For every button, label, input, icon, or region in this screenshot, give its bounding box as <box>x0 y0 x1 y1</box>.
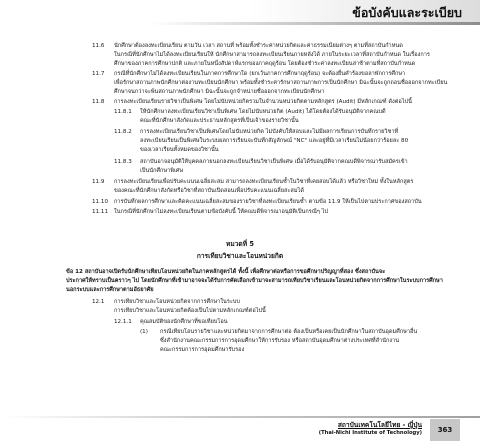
text-line: ศึกษาของภาคการศึกษาปกติ และภายในหนึ่งสัปดาห์แรกของภาคฤดูร้อน โดยต้องชำระค่าลงทะเบียนล่าช้าตามที่สถาบันกำหนด <box>114 61 416 68</box>
text-line: ศึกษาจนกว่าจะพ้นสถานภาพนักศึกษา มิฉะนั้นจะถูกจำหน่ายชื่อออกจากทะเบียนนักศึกษา <box>114 89 325 96</box>
text-line: ในกรณีที่นักศึกษาไม่ได้ลงทะเบียนเรียนให้ นักศึกษาสามารถลงทะเบียนเรียนภายหลังได้ ภายในระยะเวลาที่สถาบันกำหนด ในเรื่องการ <box>114 52 430 59</box>
chapter-number: หมวดที่ 5 <box>226 240 254 248</box>
text-line: นักศึกษาต้องลงทะเบียนเรียน ตามวัน เวลา สถานที่ พร้อมทั้งชำระค่าหน่วยกิตและค่าธรรมเนียมต่างๆ ตามที่สถาบันกำหนด <box>114 43 403 49</box>
subitem-number: 11.8.3 <box>114 159 132 165</box>
subitem-text <box>140 128 408 156</box>
text-line: เป็นนักศึกษาพิเศษ <box>140 168 184 175</box>
clause-number: (1) <box>140 329 148 335</box>
text-line: การเทียบวิชาและโอนหน่วยกิตต้องเป็นไปตามหลักเกณฑ์ต่อไปนี้ <box>114 308 266 315</box>
subitem-number: 11.8.2 <box>114 129 132 135</box>
text-line: ลงทะเบียนเรียนเป็นพิเศษในระบบผลการเรียนจะบันทึกสัญลักษณ์ "NC" และอยู่ที่มีเวลาเรียนไม่น้อยกว่าร้อยละ 80 <box>140 138 409 145</box>
text-line: การลงทะเบียนเรียนเพื่อปรับคะแนนเฉลี่ยสะสม สามารถลงทะเบียนเรียนซ้ำในวิชาที่เคยสอบได้แล้ว หรือวิชาใหม่ ทั้งในหลักสูตร <box>114 179 414 185</box>
item-text <box>114 70 447 98</box>
item-number: 11.10 <box>92 199 109 205</box>
subitem-text <box>140 108 386 126</box>
text-line: การลงทะเบียนเรียนวิชาเป็นพิเศษโดยไม่นับหน่วยกิต ไม่บังคับให้สอบและไม่มีผลการเรียนการบันทึกรายวิชาที่ <box>140 129 399 135</box>
text-line: การเทียบวิชาและโอนหน่วยกิตจากการศึกษาในระบบ <box>114 299 240 305</box>
item-number: 11.9 <box>92 179 105 185</box>
text-line: คณะกรรมการการอุดมศึกษารับรอง <box>160 347 245 354</box>
item-number: 12.1 <box>92 299 105 305</box>
text-line: สถาบันอาจอนุมัติให้บุคคลภายนอกลงทะเบียนเรียนวิชาเป็นพิเศษ เมื่อได้รับอนุมัติจากคณบดีพิจารณารับสมัครเข้า <box>140 159 408 165</box>
article-text <box>66 268 443 296</box>
footer-rule <box>0 416 480 418</box>
text-line: กรณีเทียบโอนรายวิชาและหน่วยกิตมาจากการศึกษาต่อ ต้องเป็นหรือเคยเป็นนักศึกษาในสถาบันอุดมศึกษาอื่น <box>160 329 418 335</box>
text-line: เพื่อรักษาสถานภาพนักศึกษาต่องานทะเบียนนักศึกษา พร้อมทั้งชำระค่ารักษาสถานภาพการเป็นนักศึกษา มิฉะนั้นจะถูกถอนชื่อออกจากทะเบียน <box>114 80 448 87</box>
text-line: ข้อ 12 สถาบันอาจเปิดรับนักศึกษาเทียบโอนหน่วยกิตในภาคหลักสูตรได้ ทั้งนี้ เพื่อศึกษาต่อหรือการขอศึกษาปริญญาที่สอง ซึ่งสถาบันจะ <box>66 269 386 275</box>
subitem-text <box>140 158 408 176</box>
page-footer <box>0 413 480 448</box>
text-line: ประกาศให้ทราบเป็นคราวๆ ไป โดยนักศึกษาที่เข้ามาอาจจะได้รับการคัดเลือกเข้ามาจะสามารถเทียบวิชาเรียนและโอนหน่วยกิตจากการศึกษาในระบบการศึกษา <box>66 278 443 285</box>
item-number: 11.7 <box>92 71 105 77</box>
text-line: กรณีที่นักศึกษาไม่ได้ลงทะเบียนเรียนในภาคการศึกษาใด (ยกเว้นภาคการศึกษาฤดูร้อน) จะต้องยื่นคำร้องขอลาพักการศึกษา <box>114 71 406 77</box>
clause-text <box>160 328 417 356</box>
text-line: คณะที่นักศึกษาสังกัดและประธานหลักสูตรที่เป็นเจ้าของรายวิชานั้น <box>140 118 299 125</box>
page-header <box>0 0 480 26</box>
page-number: 363 <box>430 419 460 441</box>
chapter-subtitle: การเทียบวิชาและโอนหน่วยกิต <box>196 252 284 260</box>
header-title: ข้อบังคับและระเบียบ <box>352 5 462 20</box>
item-number: 11.6 <box>92 43 105 49</box>
subitem-number: 11.8.1 <box>114 109 132 115</box>
institution-name-english: (Thai-Nichi Institute of Technology) <box>318 430 422 436</box>
item-text <box>114 198 422 207</box>
text-line: นอกระบบและการศึกษาตามอัธยาศัย <box>66 287 154 294</box>
institution-name: สถาบันเทคโนโลยีไทย - ญี่ปุ่น <box>337 421 422 429</box>
text-line: การลงทะเบียนเรียนรายวิชาเป็นพิเศษ โดยไม่นับหน่วยกิตรวมในจำนวนหน่วยกิตตามหลักสูตร (Audit) มีหลักเกณฑ์ ดังต่อไปนี้ <box>114 99 412 105</box>
header-rule <box>150 22 480 25</box>
item-text <box>114 178 413 196</box>
subitem-text: คุณสมบัติของนักศึกษาที่ขอเทียบโอน <box>140 319 228 325</box>
text-line: ให้นักศึกษาลงทะเบียนเรียนวิชาเป็นพิเศษ โดยไม่นับหน่วยกิต (Audit) ได้โดยต้องได้รับอนุมัติจากคณบดี <box>140 109 386 115</box>
text-line: ของเวลาเรียนทั้งหมดของวิชานั้น <box>140 147 219 154</box>
text-line: ในกรณีที่นักศึกษาไม่ลงทะเบียนเรียนตามข้อบังคับนี้ ให้คณบดีพิจารณาอนุมัติเป็นกรณีๆ ไป <box>114 209 329 215</box>
item-text <box>114 298 266 316</box>
item-text <box>114 42 430 70</box>
text-line: การบันทึกผลการศึกษาและคิดคะแนนเฉลี่ยสะสมของรายวิชาที่ลงทะเบียนเรียนซ้ำ ตามข้อ 11.9 ให้เป็นไปตามประกาศของสถาบัน <box>114 199 422 205</box>
subitem-number: 12.1.1 <box>114 319 132 325</box>
text-line: ซึ่งสำนักงานคณะกรรมการการอุดมศึกษาให้การรับรอง หรือสถาบันอุดมศึกษาต่างประเทศที่สำนักงาน <box>160 338 400 345</box>
item-number: 11.11 <box>92 209 109 215</box>
item-number: 11.8 <box>92 99 105 105</box>
item-text <box>114 208 328 217</box>
text-line: ของคณะที่นักศึกษาสังกัดหรือวิชาที่สถาบันเปิดสอนเพื่อปรับคะแนนเฉลี่ยสะสมได้ <box>114 188 304 195</box>
item-text <box>114 98 412 107</box>
